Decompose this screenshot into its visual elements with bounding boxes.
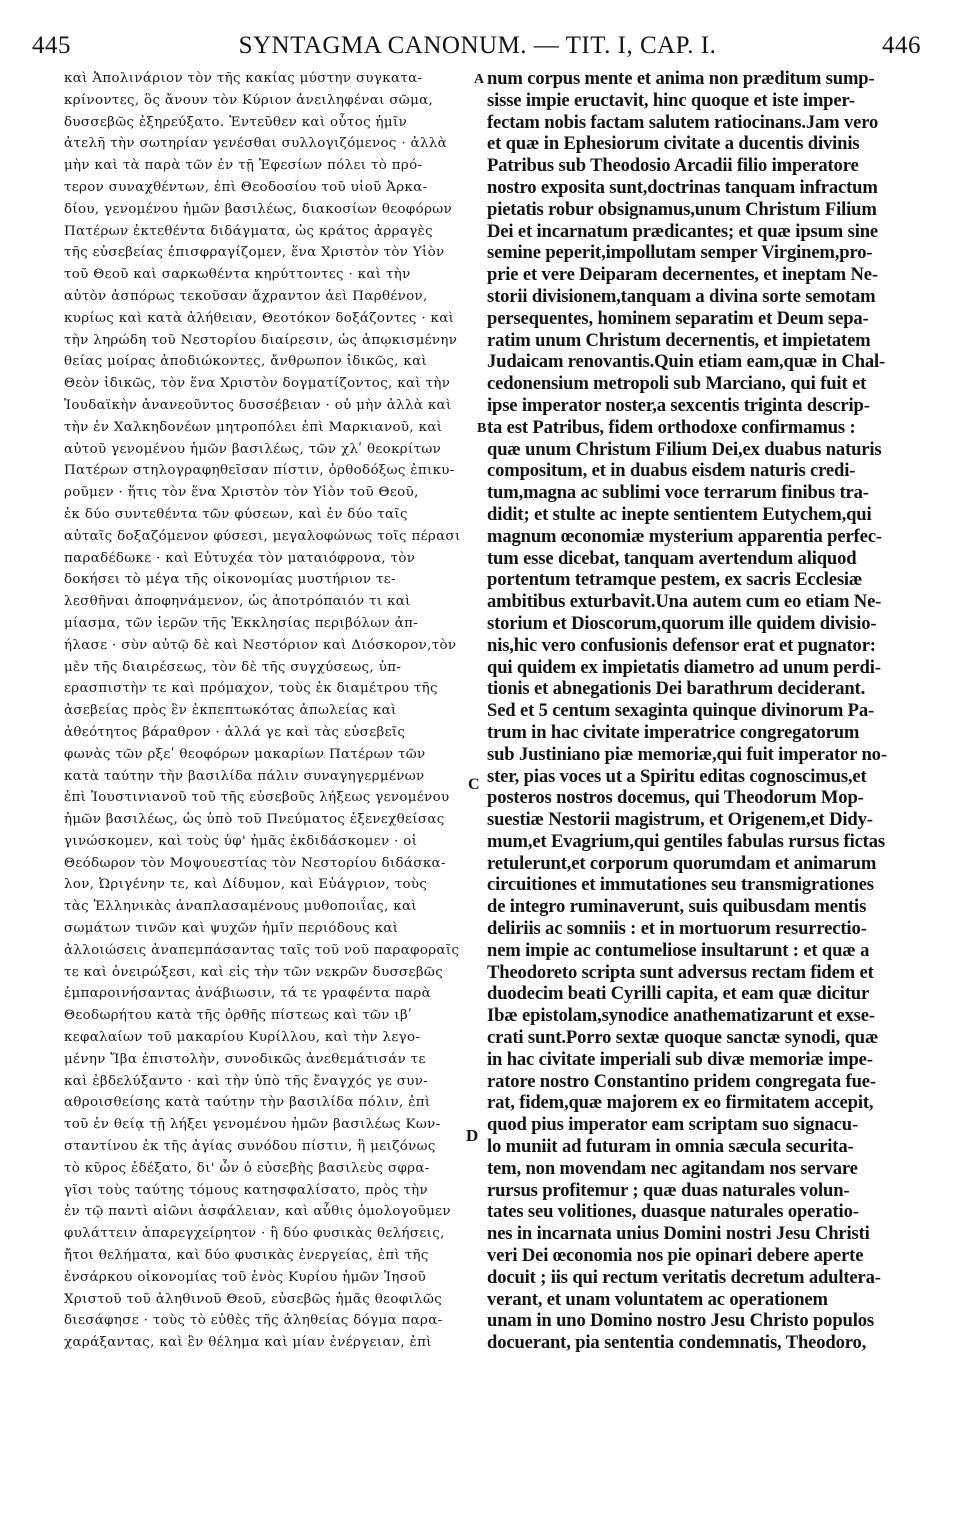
latin-text-line: fectam nobis factam salutem ratiocinans.Jam vero bbox=[487, 111, 879, 133]
greek-text-line: θείας μοίρας ἀποδιώκοντες, ἄνθρωπον ἰδικῶς, καὶ bbox=[64, 354, 428, 370]
greek-text-line: κυρίως καὶ κατὰ ἀλήθειαν, Θεοτόκον δοξάζοντες · καὶ bbox=[64, 310, 455, 326]
latin-text-line: trum in hac civitate imperatrice congregatorum bbox=[487, 721, 860, 743]
greek-text-line: γινώσκομεν, καὶ τοὺς ὑφ' ἡμᾶς ἐκδιδάσκομεν · οἱ bbox=[64, 833, 418, 849]
latin-text-line: Ibæ epistolam,synodice anathematizarunt et exse- bbox=[487, 1005, 875, 1027]
latin-text-line: lo muniit ad futuram in omnia sæcula securita- bbox=[487, 1136, 854, 1158]
greek-text-line: κρίνοντες, ὃς ἄνουν τὸν Κύριον ἀνειληφέναι σῶμα, bbox=[64, 92, 434, 108]
greek-text-line: δίου, γενομένου ἡμῶν βασιλέως, διακοσίων θεοφόρων bbox=[64, 201, 453, 217]
latin-text-line: retulerunt,et corporum quorumdam et animarum bbox=[487, 852, 877, 874]
greek-text-line: Χριστοῦ τοῦ ἀληθινοῦ Θεοῦ, εὐσεβῶς ἡμᾶς θεοφιλῶς bbox=[64, 1291, 443, 1307]
latin-text-line: verant, et unam voluntatem ac operationem bbox=[487, 1288, 828, 1310]
latin-text-line: nem impie ac contumeliose insultarunt : et quæ a bbox=[487, 939, 870, 961]
greek-text-line: τοῦ ἐν θείᾳ τῇ λήξει γενομένου ἡμῶν βασιλέως Κων- bbox=[64, 1117, 441, 1133]
latin-text-line: suestiæ Nestorii magistrum, et Origenem,et Didy- bbox=[487, 809, 873, 831]
greek-text-line: ἀσεβείας πρὸς ἓν ἐκπεπτωκότας ἀπωλείας καὶ bbox=[64, 703, 397, 719]
greek-text-line: Ἰουδαϊκὴν ἀνανεοῦντος δυσσέβειαν · οὐ μὴν ἀλλὰ καὶ bbox=[64, 397, 452, 413]
greek-text-line: ἀλλοιώσεις ἀναπεμπάσαντας ταῖς τοῦ νοῦ παραφοραῖς bbox=[64, 942, 460, 958]
greek-text-line: αὐταῖς δοξαζόμενον φύσεσι, μεγαλοφώνως τοῖς πέρασι bbox=[64, 528, 461, 544]
latin-text-line: compositum, et in duabus eisdem naturis credi- bbox=[487, 460, 856, 482]
greek-text-line: τὰς Ἑλληνικὰς ἀναπλασαμένους μυθοποιΐας, καὶ bbox=[64, 899, 417, 915]
greek-text-line: ροῦμεν · ἥτις τὸν ἕνα Χριστὸν τὸν Υἱὸν τοῦ Θεοῦ, bbox=[64, 485, 419, 501]
latin-text-line: nes in incarnata unius Domini nostri Jesu Christi bbox=[487, 1223, 870, 1245]
greek-text-line: φυλάττειν ἀπαρεγχείρητον · ἢ δύο φυσικὰς θελήσεις, bbox=[64, 1226, 445, 1242]
margin-marker-a: A bbox=[474, 72, 485, 87]
latin-text-line: crati sunt.Porro sextæ quoque sanctæ synodi, quæ bbox=[487, 1027, 879, 1049]
running-title: SYNTAGMA CANONUM. — TIT. I, CAP. I. bbox=[238, 32, 717, 59]
greek-text-line: ἐπὶ Ἰουστινιανοῦ τοῦ τῆς εὐσεβοῦς λήξεως γενομένου bbox=[64, 790, 450, 806]
greek-text-line: μένην Ἴβα ἐπιστολὴν, συνοδικῶς ἀνεθεμάτισάν τε bbox=[64, 1051, 426, 1067]
latin-text-line: prie et vere Deiparam decernentes, et ineptam Ne- bbox=[487, 264, 878, 286]
greek-text-line: ἐν τῷ παντὶ αἰῶνι ἀσφάλειαν, καὶ αὖθις ὁμολογοῦμεν bbox=[64, 1204, 451, 1220]
latin-text-line: num corpus mente et anima non præditum sump- bbox=[487, 68, 875, 89]
latin-text-line: et quæ in Ephesiorum civitate a ducentis divinis bbox=[487, 133, 860, 155]
latin-text-line: storium et Dioscorum,quorum ille quidem divisio- bbox=[487, 612, 877, 634]
greek-text-line: ἀθεότητος βάραθρον · ἀλλά γε καὶ τὰς εὐσεβεῖς bbox=[64, 724, 406, 740]
latin-text-line: nostro exposita sunt,doctrinas tanquam infractum bbox=[487, 176, 878, 198]
latin-text-line: sub Justiniano piæ memoriæ,qui fuit imperator no- bbox=[487, 743, 887, 765]
greek-text-line: μὴν καὶ τὰ παρὰ τῶν ἐν τῇ Ἐφεσίων πόλει τὸ πρό- bbox=[64, 158, 423, 174]
latin-text-line: nis,hic vero confusionis defensor erat et pugnator: bbox=[487, 634, 876, 656]
greek-text-line: τὴν ἐν Χαλκηδονέων μητροπόλει ἐπὶ Μαρκιανοῦ, καὶ bbox=[64, 419, 443, 435]
greek-text-line: ἐκ δύο συντεθέντα τῶν φύσεων, καὶ ἐν δύο ταῖς bbox=[64, 506, 408, 522]
latin-text-line: rursus profitemur ; quæ duas naturales volun- bbox=[487, 1179, 850, 1201]
greek-text-line: τοῦ Θεοῦ καὶ σαρκωθέντα κηρύττοντες · καὶ τὴν bbox=[64, 267, 411, 283]
latin-text-line: unam in uno Domino nostro Jesu Christo populos bbox=[487, 1310, 874, 1332]
latin-text-line: ratim unum Christum decernentis, et impietatem bbox=[487, 329, 871, 351]
greek-text-line: παραδέδωκε · καὶ Εὐτυχέα τὸν ματαιόφρονα, τὸν bbox=[64, 550, 416, 566]
latin-text-line: Dei et incarnatum prædicantes; et quæ ipsum sine bbox=[487, 220, 879, 242]
greek-text-line: ερασπιστὴν τε καὶ πρόμαχον, τοὺς ἐκ διαμέτρου τῆς bbox=[64, 681, 438, 697]
greek-text-line: Θεόδωρον τὸν Μοψουεστίας τὸν Νεστορίου διδάσκα- bbox=[64, 855, 446, 871]
greek-text-line: γῖσι τοὺς ταύτης τόμους κατησφαλίσατο, πρὸς τὴν bbox=[64, 1182, 428, 1198]
greek-text-line: τε καὶ ὀνειρώξεσι, καὶ εἰς τὴν τῶν νεκρῶν δυσσεβῶς bbox=[64, 964, 444, 980]
greek-text-line: μὲν τῆς διαιρέσεως, τὸν δὲ τῆς συγχύσεως, ὑπ- bbox=[64, 659, 402, 675]
greek-text-line: ἡμῶν βασιλέως, ὡς ὑπὸ τοῦ Πνεύματος ἐξενεχθείσας bbox=[64, 812, 445, 828]
margin-marker-d: D bbox=[466, 1126, 479, 1145]
greek-text-line: λον, Ὠριγένην τε, καὶ Δίδυμον, καὶ Εὐάγριον, τοὺς bbox=[64, 877, 428, 893]
greek-text-line: τὸ κῦρος ἐδέξατο, δι' ὧν ὁ εὐσεβὴς βασιλεὺς σφρα- bbox=[64, 1160, 430, 1176]
greek-text-line: κατὰ ταύτην τὴν βασιλίδα πάλιν συναγηγερμένων bbox=[64, 768, 425, 784]
latin-text-line: tum,magna ac sublimi voce terrarum finibus tra- bbox=[487, 482, 869, 504]
greek-text-line: Θεὸν ἰδικῶς, τὸν ἕνα Χριστὸν δογματίζοντος, καὶ τὴν bbox=[64, 376, 451, 392]
greek-text-line: μίασμα, τῶν ἱερῶν τῆς Ἐκκλησίας περιβόλων ἀπ- bbox=[64, 615, 419, 631]
greek-text-line: ἀτελῆ τὴν σωτηρίαν γενέσθαι συλλογιζόμενος · ἀλλὰ bbox=[64, 136, 448, 152]
greek-text-line: φωνὰς τῶν ρξεʹ θεοφόρων μακαρίων Πατέρων τῶν bbox=[64, 746, 426, 762]
latin-column bbox=[487, 68, 927, 1354]
latin-text-line: circuitiones et immutationes seu transmigrationes bbox=[487, 874, 874, 896]
greek-text-line: Πατέρων ἐκτεθέντα διδάγματα, ὡς κράτος ἀρραγὲς bbox=[64, 223, 433, 239]
latin-text-line: tum esse dicebat, tanquam avertendum aliquod bbox=[487, 547, 857, 569]
latin-text-line: sisse impie eructavit, hinc quoque et iste imper- bbox=[487, 89, 855, 111]
running-header bbox=[30, 28, 925, 68]
latin-text-line: ambitibus exturbavit.Una autem cum eo etiam Ne- bbox=[487, 591, 882, 613]
latin-text-line: cedonensium metropoli sub Marciano, qui fuit et bbox=[487, 373, 867, 395]
greek-text-line: τερον συναχθέντων, ἐπὶ Θεοδοσίου τοῦ υἱοῦ Ἀρκα- bbox=[64, 179, 428, 195]
latin-text-line: veri Dei œconomia nos pie opinari debere aperte bbox=[487, 1245, 864, 1267]
greek-text-line: τῆς εὐσεβείας ἐπισφραγίζομεν, ἕνα Χριστὸν τὸν Υἱὸν bbox=[64, 245, 445, 261]
latin-text-line: in hac civitate imperiali sub divæ memoriæ impe- bbox=[487, 1048, 873, 1070]
latin-text-line: quod pius imperator eam scriptam suo signacu- bbox=[487, 1114, 859, 1136]
latin-text-line: qui quidem ex impietatis diametro ad unum perdi- bbox=[487, 656, 881, 678]
latin-text-line: de integro ruminaverunt, suis quibusdam mentis bbox=[487, 896, 867, 918]
latin-text-line: posteros nostros docemus, qui Theodorum Mop- bbox=[487, 787, 864, 809]
latin-text-line: quæ unum Christum Filium Dei,ex duabus naturis bbox=[487, 438, 882, 460]
latin-text-line: deliriis ac somniis : et in mortuorum resurrectio- bbox=[487, 918, 867, 940]
latin-text-line: docuit ; iis qui rectum veritatis decretum adultera- bbox=[487, 1266, 881, 1288]
greek-text-line: αὐτὸν ἀσπόρως τεκοῦσαν ἄχραντον ἀεὶ Παρθένον, bbox=[64, 288, 428, 304]
greek-text-line: Θεοδωρήτου κατὰ τῆς ὀρθῆς πίστεως καὶ τῶν ιβʹ bbox=[64, 1008, 413, 1024]
greek-text-line: χαράξαντας, καὶ ἓν θέλημα καὶ μίαν ἐνέργειαν, ἐπὶ bbox=[64, 1335, 432, 1351]
latin-text-line: didit; et stulte ac inepte sentientem Eutychem,qui bbox=[487, 503, 872, 525]
latin-text-line: duodecim beati Cyrilli capita, et eam quæ dicitur bbox=[487, 983, 870, 1005]
latin-text-line: persequentes, hominem separatim et Deum sepa- bbox=[487, 307, 869, 329]
greek-text-line: Πατέρων στηλογραφηθεῖσαν πίστιν, ὀρθοδόξως ἐπικυ- bbox=[64, 463, 455, 479]
greek-text-line: ἐνσάρκου οἰκονομίας τοῦ ἑνὸς Κυρίου ἡμῶν Ἰησοῦ bbox=[64, 1269, 427, 1285]
latin-text-line: pietatis robur obsignamus,unum Christum Filium bbox=[487, 198, 877, 220]
greek-text-line: δυσσεβῶς ἐξηρεύξατο. Ἐντεῦθεν καὶ οὗτος ἡμῖν bbox=[64, 114, 408, 130]
greek-text-line: ἤτοι θελήματα, καὶ δύο φυσικὰς ἐνεργείας, ἐπὶ τῆς bbox=[64, 1248, 429, 1264]
greek-text-line: σταντίνου ἐκ τῆς ἁγίας συνόδου πίστιν, ἣ μειζόνως bbox=[64, 1139, 436, 1155]
greek-text-line: σωμάτων τινῶν καὶ ψυχῶν ἡμῖν περιόδους καὶ bbox=[64, 921, 399, 937]
page-number-right: 446 bbox=[882, 32, 921, 59]
latin-text-line: semine peperit,impollutam semper Virginem,pro- bbox=[487, 242, 873, 264]
page-number-left: 445 bbox=[32, 32, 71, 59]
latin-text-line: ta est Patribus, fidem orthodoxe confirmamus : bbox=[487, 416, 856, 438]
latin-text-line: ipse imperator noster,a sexcentis triginta descrip- bbox=[487, 394, 870, 416]
margin-marker-b: B bbox=[477, 421, 487, 436]
latin-text-line: magnum œconomiæ mysterium apparentia perfec- bbox=[487, 525, 882, 547]
latin-text-line: tates seu volitiones, duasque naturales operatio- bbox=[487, 1201, 859, 1223]
latin-text-line: docuerant, pia sententia condemnatis, Theodoro, bbox=[487, 1332, 867, 1354]
margin-marker-c: C bbox=[468, 776, 480, 793]
latin-text-line: mum,et Evagrium,qui gentiles fabulas rursus fictas bbox=[487, 830, 885, 852]
greek-text-line: κεφαλαίων τοῦ μακαρίου Κυρίλλου, καὶ τὴν λεγο- bbox=[64, 1030, 421, 1046]
latin-text-line: rat, fidem,quæ majorem ex eo firmitatem accepit, bbox=[487, 1092, 874, 1114]
latin-text-line: Patribus sub Theodosio Arcadii filio imperatore bbox=[487, 155, 859, 177]
greek-text-line: αὐτοῦ γενομένου ἡμῶν βασιλέως, τῶν χλʹ θεοκρίτων bbox=[64, 441, 442, 457]
latin-text-line: Theodoreto scripta sunt adversus rectam fidem et bbox=[487, 961, 874, 983]
latin-text-line: tionis et abnegationis Dei barathrum deciderant. bbox=[487, 678, 866, 700]
greek-text-line: δοκήσει τὸ μέγα τῆς οἰκονομίας μυστήριον τε- bbox=[64, 572, 396, 588]
greek-text-line: τὴν ληρώδη τοῦ Νεστορίου διαίρεσιν, ὡς ἀπῳκισμένην bbox=[64, 332, 458, 348]
greek-text-line: αθροισθείσης κατὰ ταύτην τὴν βασιλίδα πόλιν, ἐπὶ bbox=[64, 1095, 431, 1111]
latin-text-line: storii divisionem,tanquam a divina sorte semotam bbox=[487, 285, 876, 307]
greek-text-line: λεσθῆναι ἀποφηνάμενον, ὡς ἀποτρόπαιόν τι καὶ bbox=[64, 594, 411, 610]
latin-text-line: ster, pias voces ut a Spiritu editas cognoscimus,et bbox=[487, 765, 867, 787]
latin-text-line: Judaicam renovantis.Quin etiam eam,quæ in Chal- bbox=[487, 351, 886, 373]
latin-text-line: ratore nostro Constantino pridem congregata fue- bbox=[487, 1070, 876, 1092]
greek-text-line: διεσάφησε · τοὺς τὸ εὐθὲς τῆς ἀληθείας δόγμα παρα- bbox=[64, 1313, 443, 1329]
greek-text-line: καὶ Ἀπολινάριον τὸν τῆς κακίας μύστην συγκατα- bbox=[64, 71, 423, 86]
latin-text-line: tem, non movendam nec agitandam nos servare bbox=[487, 1157, 858, 1179]
greek-text-line: ήλασε · σὺν αὐτῷ δὲ καὶ Νεστόριον καὶ Διόσκορον,τὸν bbox=[64, 637, 457, 653]
greek-text-line: καὶ ἐβδελύξαντο · καὶ τὴν ὑπὸ τῆς ἔναγχός γε συν- bbox=[64, 1073, 429, 1089]
greek-text-line: ἐμπαροινήσαντας ἀνάβιωσιν, τά τε γραφέντα παρὰ bbox=[64, 986, 432, 1002]
latin-text-line: portentum tetramque pestem, ex sacris Ecclesiæ bbox=[487, 569, 863, 591]
latin-text-line: Sed et 5 centum sexaginta quinque divinorum Pa- bbox=[487, 700, 875, 722]
greek-column bbox=[64, 68, 479, 1354]
